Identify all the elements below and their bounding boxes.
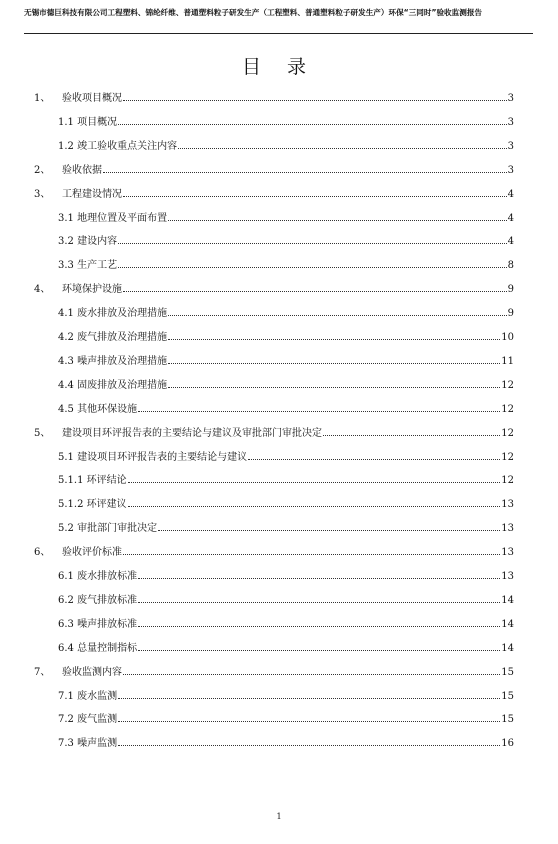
dot-leader (118, 243, 507, 244)
dot-leader (128, 506, 501, 507)
toc-entry-label (34, 546, 122, 560)
toc-entry-number: 7、 (34, 666, 51, 678)
toc-entry-text: 5.1.1 环评结论 (58, 475, 127, 487)
toc-entry[interactable] (34, 666, 514, 680)
toc-entry-page: 3 (507, 140, 514, 152)
toc-entry-text: 5.2 审批部门审批决定 (58, 523, 158, 535)
toc-entry-label (58, 403, 137, 417)
toc-entry[interactable] (58, 690, 514, 704)
toc-entry-label (58, 307, 167, 321)
toc-entry-page: 12 (501, 451, 514, 463)
toc-entry-page: 14 (501, 642, 514, 654)
toc-entry[interactable] (58, 235, 514, 249)
toc-entry-page: 3 (507, 93, 514, 104)
toc-entry-number: 1、 (34, 93, 51, 104)
toc-entry[interactable] (58, 140, 514, 154)
toc-entry-label (58, 379, 167, 393)
toc-entry-page: 12 (501, 379, 514, 391)
toc-entry[interactable] (58, 355, 514, 369)
toc-entry-number: 5、 (34, 427, 51, 439)
toc-entry-label (58, 522, 157, 536)
toc-entry[interactable] (58, 307, 514, 321)
dot-leader (323, 435, 500, 436)
toc-entry-label (58, 570, 137, 584)
toc-entry[interactable] (58, 212, 514, 226)
toc-entry[interactable] (58, 570, 514, 584)
toc-entry-label (58, 259, 117, 273)
toc-entry-number: 3、 (34, 188, 51, 200)
toc-entry-page: 15 (501, 714, 514, 726)
dot-leader (118, 721, 500, 722)
toc-entry-text: 建设项目环评报告表的主要结论与建议及审批部门审批决定 (62, 427, 322, 439)
toc-entry-label (34, 188, 122, 202)
toc-entry-page: 14 (501, 618, 514, 630)
toc-entry-page: 3 (507, 164, 514, 176)
toc-entry-text: 1.2 竣工验收重点关注内容 (58, 140, 178, 152)
toc-entry-text: 6.4 总量控制指标 (58, 642, 138, 654)
toc-entry-label (58, 212, 167, 226)
toc-entry-text: 7.1 废水监测 (58, 690, 118, 702)
toc-entry[interactable] (34, 427, 514, 441)
toc-entry[interactable] (34, 546, 514, 560)
toc-entry-number: 6、 (34, 547, 51, 559)
dot-leader (168, 363, 500, 364)
toc-entry-text: 7.2 废气监测 (58, 714, 118, 726)
dot-leader (168, 315, 507, 316)
toc-entry-text: 7.3 噪声监测 (58, 738, 118, 750)
toc-entry-label (58, 140, 177, 154)
dot-leader (168, 220, 507, 221)
toc-entry-label (58, 474, 127, 488)
dot-leader (123, 554, 500, 555)
dot-leader (118, 698, 500, 699)
toc-entry-text: 5.1.2 环评建议 (58, 499, 127, 511)
toc-entry-text: 3.3 生产工艺 (58, 260, 118, 272)
toc-entry-label (34, 666, 122, 680)
toc-entry[interactable] (58, 451, 514, 465)
toc-entry-label (34, 427, 322, 441)
toc-entry[interactable] (34, 92, 514, 106)
dot-leader (123, 291, 507, 292)
toc-entry-page: 14 (501, 594, 514, 606)
toc-entry-label (58, 235, 117, 249)
page-number: 1 (276, 812, 282, 821)
dot-leader (118, 124, 507, 125)
toc-entry[interactable] (34, 283, 514, 297)
toc-entry-page: 9 (507, 308, 514, 320)
toc-entry[interactable] (58, 642, 514, 656)
toc-entry-text: 环境保护设施 (62, 284, 122, 296)
toc-entry-page: 13 (501, 499, 514, 511)
dot-leader (128, 482, 501, 483)
toc-entry-number: 4、 (34, 284, 51, 296)
toc-entry-text: 工程建设情况 (62, 188, 122, 200)
toc-entry-text: 验收项目概况 (62, 93, 122, 104)
toc-entry-text: 验收监测内容 (62, 666, 122, 678)
dot-leader (123, 196, 507, 197)
dot-leader (103, 172, 507, 173)
toc-entry-text: 3.1 地理位置及平面布置 (58, 212, 168, 224)
dot-leader (123, 100, 507, 101)
dot-leader (138, 626, 500, 627)
dot-leader (118, 745, 500, 746)
toc-entry[interactable] (58, 379, 514, 393)
dot-leader (248, 459, 500, 460)
toc-entry-text: 6.3 噪声排放标准 (58, 618, 138, 630)
toc-entry-label (34, 92, 122, 106)
toc-entry-label (58, 331, 167, 345)
dot-leader (158, 530, 500, 531)
toc-entry-label (58, 737, 117, 751)
toc-entry[interactable] (58, 594, 514, 608)
toc-entry-page: 13 (501, 571, 514, 582)
toc-entry-label (58, 594, 137, 608)
toc-entry-page: 4 (507, 212, 514, 224)
dot-leader (138, 578, 500, 579)
toc-entry-label (58, 451, 247, 465)
toc-entry-page: 4 (507, 188, 514, 200)
dot-leader (138, 411, 500, 412)
toc-entry-text: 6.1 废水排放标准 (58, 571, 138, 582)
toc-entry[interactable] (34, 188, 514, 202)
toc-entry-label (58, 355, 167, 369)
dot-leader (138, 650, 500, 651)
toc-entry-page: 4 (507, 236, 514, 248)
toc-title: 目 录 (241, 56, 317, 78)
toc-entry-page: 3 (507, 116, 514, 128)
toc-entry-text: 6.2 废气排放标准 (58, 594, 138, 606)
toc-entry-label (58, 618, 137, 632)
toc-entry-label (58, 690, 117, 704)
toc-entry-label (58, 713, 117, 727)
toc-entry-text: 5.1 建设项目环评报告表的主要结论与建议 (58, 451, 248, 463)
toc-entry-text: 3.2 建设内容 (58, 236, 118, 248)
toc-entry-label (58, 498, 127, 512)
toc-entry[interactable] (58, 522, 514, 536)
toc-entry-number: 2、 (34, 164, 51, 176)
toc-entry-page: 12 (501, 427, 514, 439)
toc-entry-text: 验收依据 (62, 164, 102, 176)
toc-entry-text: 4.2 废气排放及治理措施 (58, 332, 168, 343)
header-divider (24, 33, 533, 34)
toc-entry[interactable] (58, 474, 514, 488)
dot-leader (123, 674, 500, 675)
toc-entry-label (58, 642, 137, 656)
toc-entry-page: 8 (507, 260, 514, 272)
dot-leader (178, 148, 507, 149)
toc-entry-text: 4.3 噪声排放及治理措施 (58, 355, 168, 367)
toc-entry-page: 9 (507, 284, 514, 296)
toc-entry-text: 4.1 废水排放及治理措施 (58, 308, 168, 320)
toc-entry-page: 10 (501, 332, 514, 343)
toc-entry[interactable] (58, 737, 514, 751)
toc-entry-page: 12 (501, 403, 514, 415)
toc-entry-label (34, 283, 122, 297)
toc-entry[interactable] (34, 164, 514, 178)
dot-leader (168, 339, 500, 340)
toc-entry[interactable] (58, 403, 514, 417)
toc-entry-text: 4.4 固废排放及治理措施 (58, 379, 168, 391)
toc-entry-text: 验收评价标准 (62, 547, 122, 559)
dot-leader (118, 267, 507, 268)
toc-entry-page: 15 (501, 690, 514, 702)
page-header: 无锡市德巨科技有限公司工程塑料、锦纶纤维、普通塑料粒子研发生产（工程塑料、普通塑料粒子研发生产）环保“三同时”验收监测报告 (24, 8, 483, 17)
toc-entry-label (34, 164, 102, 178)
toc-entry[interactable] (58, 713, 514, 727)
toc-entry[interactable] (58, 331, 514, 345)
toc-entry[interactable] (58, 498, 514, 512)
toc-entry-text: 4.5 其他环保设施 (58, 403, 138, 415)
toc-entry-page: 13 (501, 547, 514, 559)
toc-entry[interactable] (58, 618, 514, 632)
toc-entry-page: 15 (501, 666, 514, 678)
toc-entry-page: 11 (501, 355, 514, 367)
toc-entry[interactable] (58, 116, 514, 130)
toc-entry-text: 1.1 项目概况 (58, 116, 118, 128)
toc-entry-page: 13 (501, 523, 514, 535)
toc-entry-page: 12 (501, 475, 514, 487)
toc-entry-page: 16 (501, 738, 514, 750)
dot-leader (168, 387, 500, 388)
toc-entry-label (58, 116, 117, 130)
dot-leader (138, 602, 500, 603)
toc-entry[interactable] (58, 259, 514, 273)
